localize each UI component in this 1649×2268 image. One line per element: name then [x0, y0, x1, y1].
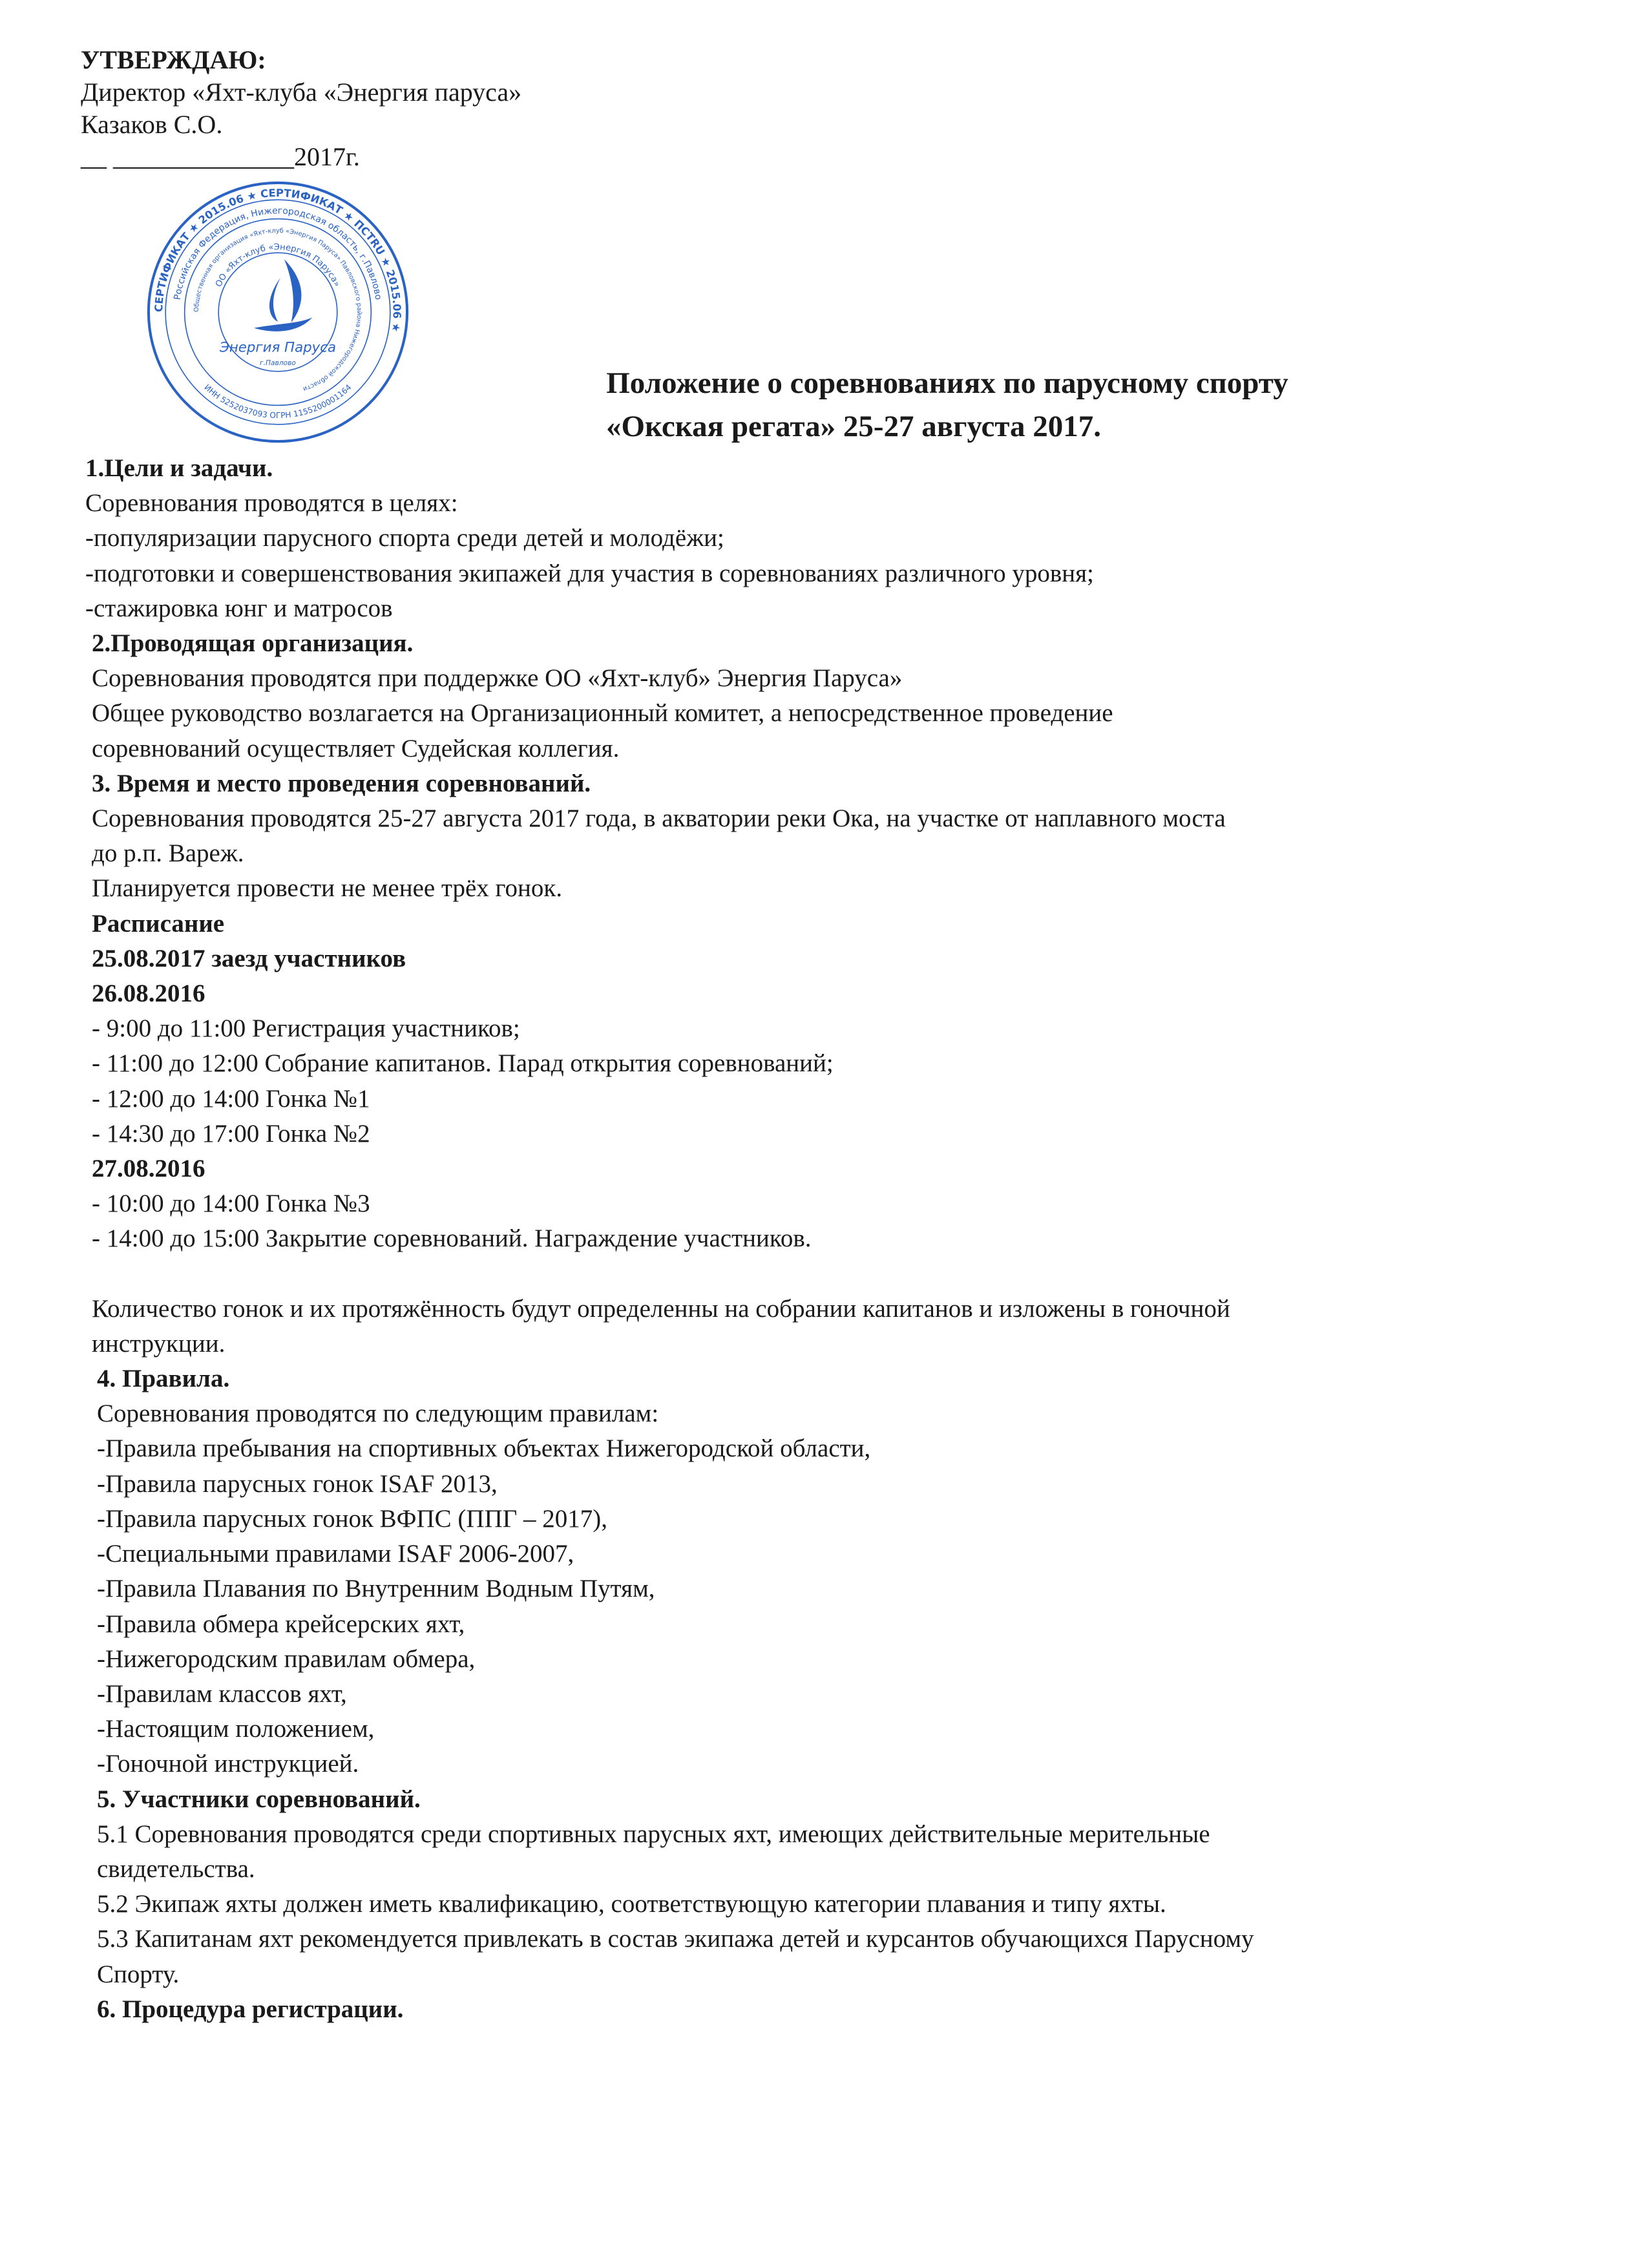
text-line: -подготовки и совершенствования экипажей для участия в соревнованиях различного уровня; [85, 559, 1094, 587]
text-line: -стажировка юнг и матросов [85, 594, 393, 622]
section-heading: 1.Цели и задачи. [85, 454, 273, 482]
text-line: - 11:00 до 12:00 Собрание капитанов. Парад открытия соревнований; [92, 1049, 834, 1078]
text-line: -популяризации парусного спорта среди детей и молодёжи; [85, 524, 724, 552]
text-line: Планируется провести не менее трёх гонок. [92, 874, 563, 903]
section-heading: Расписание [92, 909, 225, 938]
approval-block [81, 44, 521, 173]
text-line: - 9:00 до 11:00 Регистрация участников; [92, 1014, 520, 1043]
title-line-2: «Окская регата» 25-27 августа 2017. [605, 410, 1102, 443]
section-heading: 5. Участники соревнований. [97, 1785, 421, 1813]
text-line: Соревнования проводятся при поддержке ОО «Яхт-клуб» Энергия Паруса» [92, 664, 903, 693]
stamp-center-text: ОО «Яхт-клуб «Энергия Паруса» [214, 242, 342, 289]
text-line: 5.2 Экипаж яхты должен иметь квалификацию, соответствующую категории плавания и типу яхты. [97, 1890, 1166, 1918]
text-line: -Настоящим положением, [97, 1715, 375, 1743]
section [85, 907, 1610, 941]
text-line [92, 1257, 1610, 1292]
stamp-inner-text: Общественная организация «Яхт-клуб «Энергия Паруса» Павловского района Нижегородской области [193, 227, 363, 393]
text-line: соревнований осуществляет Судейская коллегия. [92, 734, 620, 762]
section [85, 766, 1610, 907]
text-line: - 12:00 до 14:00 Гонка №1 [92, 1084, 370, 1113]
text-line: -Правилам классов яхт, [97, 1679, 347, 1708]
text-line: -Правила обмера крейсерских яхт, [97, 1610, 465, 1638]
document-body [85, 451, 1610, 2027]
text-line: Соревнования проводятся в целях: [85, 489, 458, 518]
text-line: 5.3 Капитанам яхт рекомендуется привлекать в состав экипажа детей и курсантов обучающихся Парусному [97, 1925, 1254, 1953]
text-line: 5.1 Соревнования проводятся среди спортивных парусных яхт, имеющих действительные мерительные [97, 1820, 1210, 1848]
stamp-outer-text: СЕРТИФИКАТ ★ 2015.06 ★ СЕРТИФИКАТ ★ ПСТRU ★ 2015.06 ★ [152, 187, 403, 333]
section-heading: 25.08.2017 заезд участников [92, 944, 406, 972]
text-line: инструкции. [92, 1329, 226, 1358]
text-line: -Специальными правилами ISAF 2006-2007, [97, 1540, 574, 1568]
stamp-bottom-text: ИНН 5252037093 ОГРН 1155200001164 [202, 383, 353, 421]
section [85, 1151, 1610, 1361]
section [85, 1361, 1610, 1781]
text-line: Общее руководство возлагается на Организационный комитет, а непосредственное проведение [92, 699, 1113, 728]
text-line: -Правила пребывания на спортивных объектах Нижегородской области, [97, 1434, 871, 1463]
text-line: Спорту. [97, 1960, 180, 1988]
stamp-logo-text: Энергия Паруса [219, 339, 337, 356]
stamp-middle-text: Российская Федерация, Нижегородская область, г.Павлово [172, 205, 384, 301]
section [85, 941, 1610, 976]
section [85, 1782, 1610, 1992]
section-heading: 3. Время и место проведения соревнований. [92, 769, 591, 797]
section-heading: 26.08.2016 [92, 980, 205, 1008]
text-line: -Правила Плавания по Внутренним Водным Путям, [97, 1575, 655, 1603]
approval-name: Казаков С.О. [81, 110, 223, 139]
section [85, 1992, 1610, 2027]
section-heading: 6. Процедура регистрации. [97, 1995, 404, 2023]
text-line: - 14:00 до 15:00 Закрытие соревнований. Награждение участников. [92, 1224, 812, 1253]
text-line: -Правила парусных гонок ISAF 2013, [97, 1469, 498, 1498]
text-line: Соревнования проводятся по следующим правилам: [97, 1400, 659, 1428]
text-line: - 10:00 до 14:00 Гонка №3 [92, 1190, 370, 1218]
document-title [0, 362, 1649, 448]
text-line: свидетельства. [97, 1854, 255, 1883]
text-line: -Нижегородским правилам обмера, [97, 1644, 476, 1673]
text-line: -Гоночной инструкцией. [97, 1750, 359, 1778]
approval-heading: УТВЕРЖДАЮ: [81, 45, 266, 74]
text-line: Количество гонок и их протяжённость будут определенны на собрании капитанов и изложены в гоночной [92, 1294, 1230, 1323]
title-line-1: Положение о соревнованиях по парусному спорту [606, 366, 1288, 400]
stamp-city: г.Павлово [260, 359, 296, 367]
text-line: до р.п. Вареж. [92, 839, 244, 868]
section [85, 626, 1610, 766]
text-line: Соревнования проводятся 25-27 августа 2017 года, в акватории реки Ока, на участке от наплавного моста [92, 804, 1226, 833]
text-line: -Правила парусных гонок ВФПС (ППГ – 2017), [97, 1504, 608, 1533]
section-heading: 4. Правила. [97, 1365, 230, 1393]
section-heading: 27.08.2016 [92, 1155, 205, 1183]
text-line: - 14:30 до 17:00 Гонка №2 [92, 1119, 370, 1148]
approval-date: __ ______________2017г. [81, 142, 360, 171]
section [85, 976, 1610, 1151]
section-heading: 2.Проводящая организация. [92, 629, 414, 658]
sailboat-logo-icon [254, 259, 312, 331]
approval-position: Директор «Яхт-клуба «Энергия паруса» [81, 78, 522, 107]
section [85, 451, 1610, 626]
